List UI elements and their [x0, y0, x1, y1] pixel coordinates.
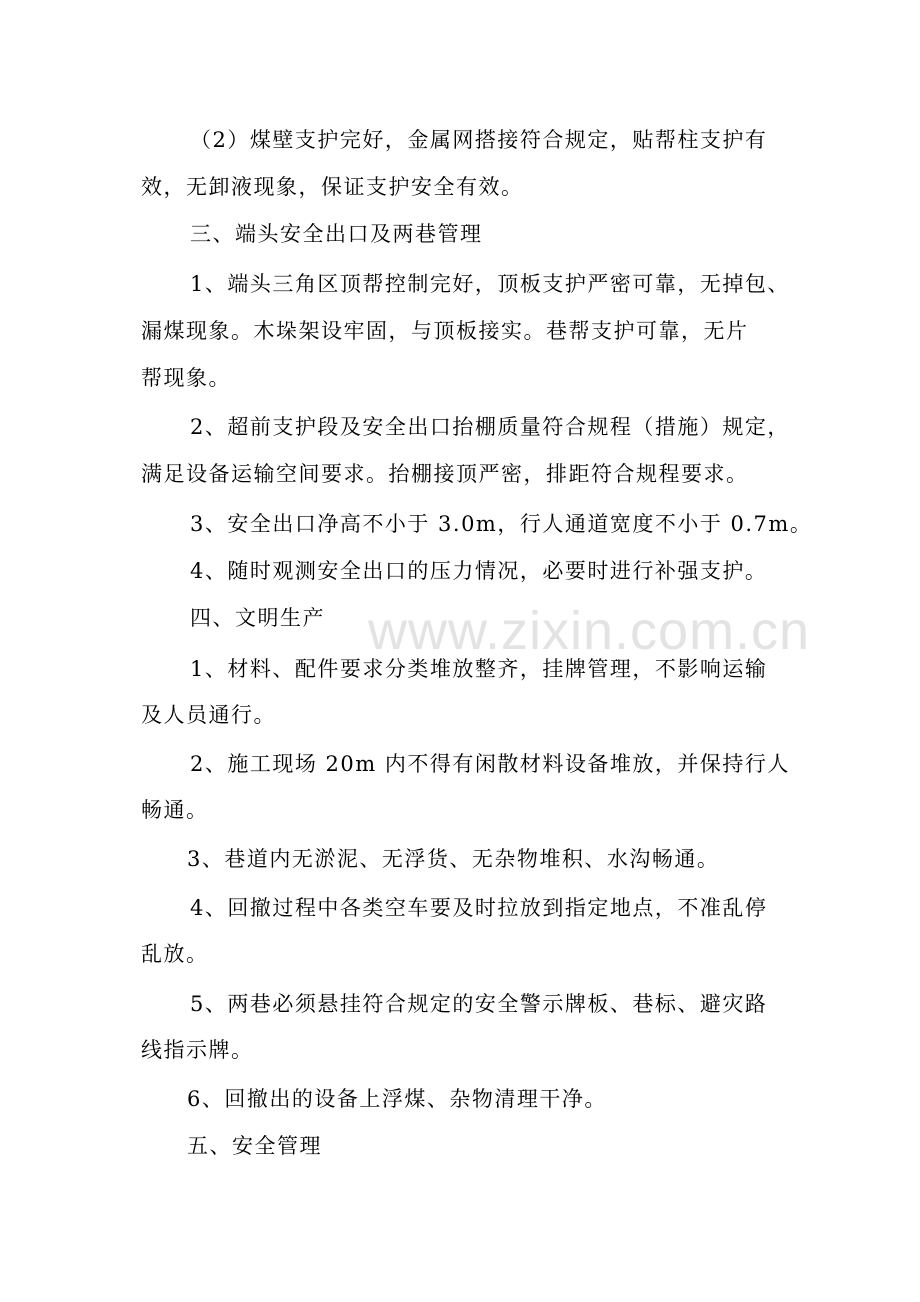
paragraph-line: 2、超前支护段及安全出口抬棚质量符合规程（措施）规定，	[190, 415, 790, 439]
paragraph-line: 畅通。	[141, 798, 209, 822]
paragraph-line: 4、回撤过程中各类空车要及时拉放到指定地点，不准乱停	[190, 896, 768, 920]
paragraph-line: 及人员通行。	[141, 703, 276, 727]
paragraph-line: 3、安全出口净高不小于 3.0m，行人通道宽度不小于 0.7m。	[190, 512, 813, 536]
paragraph-line: 效，无卸液现象，保证支护安全有效。	[141, 175, 524, 199]
watermark: www.zixin.com.cn	[368, 601, 811, 661]
paragraph-line: 1、端头三角区顶帮控制完好，顶板支护严密可靠，无掉包、	[190, 272, 790, 296]
paragraph-line: 1、材料、配件要求分类堆放整齐，挂牌管理，不影响运输	[190, 657, 768, 681]
section-heading: 四、文明生产	[190, 606, 325, 630]
paragraph-line: 乱放。	[141, 942, 209, 966]
paragraph-line: 2、施工现场 20m 内不得有闲散材料设备堆放，并保持行人	[190, 752, 790, 776]
section-heading: 五、安全管理	[187, 1134, 322, 1158]
paragraph-line: 4、随时观测安全出口的压力情况，必要时进行补强支护。	[190, 559, 768, 583]
paragraph-line: 漏煤现象。木垛架设牢固，与顶板接实。巷帮支护可靠，无片	[141, 319, 749, 343]
paragraph-line: 线指示牌。	[141, 1038, 254, 1062]
paragraph-line: 5、两巷必须悬挂符合规定的安全警示牌板、巷标、避灾路	[190, 992, 768, 1016]
paragraph-line: 满足设备运输空间要求。抬棚接顶严密，排距符合规程要求。	[141, 462, 749, 486]
paragraph-line: 帮现象。	[141, 366, 231, 390]
paragraph-line: （2）煤壁支护完好，金属网搭接符合规定，贴帮柱支护有	[190, 128, 768, 152]
section-heading: 三、端头安全出口及两巷管理	[190, 222, 483, 246]
paragraph-line: 3、巷道内无淤泥、无浮货、无杂物堆积、水沟畅通。	[187, 847, 720, 871]
paragraph-line: 6、回撤出的设备上浮煤、杂物清理干净。	[187, 1087, 607, 1111]
